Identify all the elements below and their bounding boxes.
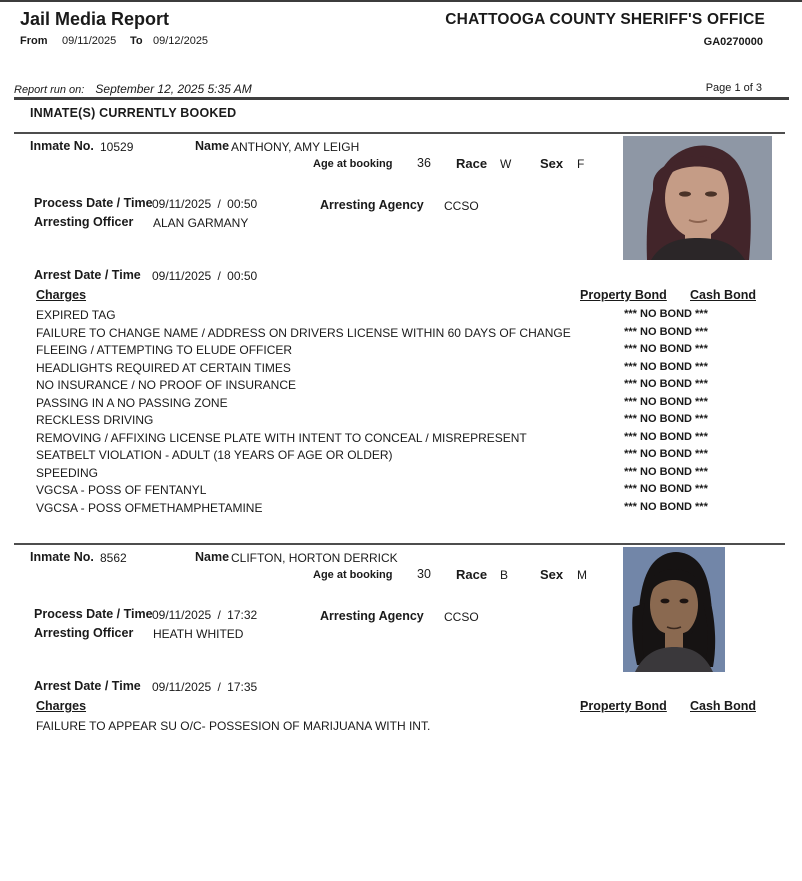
charge-bond-value: *** NO BOND *** [624,395,708,408]
charge-row [0,307,802,325]
property-bond-header: Property Bond [580,288,667,302]
name-value: ANTHONY, AMY LEIGH [231,140,360,154]
age-value: 30 [417,567,431,581]
age-value: 36 [417,156,431,170]
cash-bond-header: Cash Bond [690,288,756,302]
from-label: From [20,35,48,47]
from-date: 09/11/2025 [62,35,117,47]
charge-bond-value: *** NO BOND *** [624,465,708,478]
charge-description: EXPIRED TAG [36,308,116,322]
office-name: CHATTOOGA COUNTY SHERIFF'S OFFICE [445,11,765,28]
inmate-block [0,132,802,543]
charge-description: SEATBELT VIOLATION - ADULT (18 YEARS OF AGE OR OLDER) [36,448,393,462]
sex-value: F [577,157,585,171]
charge-description: PASSING IN A NO PASSING ZONE [36,395,228,410]
charge-bond-value: *** NO BOND *** [624,500,708,513]
charges-list [0,307,802,517]
charge-description: VGCSA - POSS OFMETHAMPHETAMINE [36,500,263,515]
sex-value: M [577,568,587,582]
charge-description: HEADLIGHTS REQUIRED AT CERTAIN TIMES [36,360,291,375]
charge-row [0,482,802,500]
charge-bond-value: *** NO BOND *** [624,308,708,320]
charge-row [0,500,802,518]
report-title: Jail Media Report [20,9,170,29]
arresting-officer-label: Arresting Officer [34,626,134,640]
process-datetime-value: 09/11/2025 / 17:32 [152,608,258,622]
report-run-on [14,82,252,96]
charge-bond-value: *** NO BOND *** [624,325,708,338]
name-label: Name [195,550,230,564]
charge-row [0,360,802,378]
charge-description: SPEEDING [36,465,99,480]
charge-bond-value: *** NO BOND *** [624,360,708,373]
charge-row [0,465,802,483]
inmate-divider [14,543,785,545]
charge-row [0,395,802,413]
arresting-agency-value: CCSO [444,199,479,213]
charge-description: RECKLESS DRIVING [36,413,154,427]
property-bond-header: Property Bond [580,699,667,713]
name-label: Name [195,139,230,153]
top-border [0,0,802,2]
arresting-agency-value: CCSO [444,610,479,624]
age-label: Age at booking [313,158,393,170]
inmate-no-label: Inmate No. [30,139,94,153]
charge-bond-value: *** NO BOND *** [624,413,708,425]
inmate-no-label: Inmate No. [30,550,94,564]
charge-row [0,718,802,736]
agency-code: GA0270000 [703,36,763,48]
cash-bond-header: Cash Bond [690,699,756,713]
inmate-no-value: 8562 [100,551,127,565]
name-value: CLIFTON, HORTON DERRICK [231,551,398,565]
charge-description: NO INSURANCE / NO PROOF OF INSURANCE [36,378,297,392]
process-datetime-value: 09/11/2025 / 00:50 [152,197,258,211]
page-number: Page 1 of 3 [705,82,762,94]
sex-label: Sex [540,567,564,582]
to-date: 09/12/2025 [153,35,209,47]
charge-bond-value: *** NO BOND *** [624,343,708,355]
charge-bond-value: *** NO BOND *** [624,430,708,443]
charge-bond-value: *** NO BOND *** [624,378,708,390]
process-datetime-label: Process Date / Time [34,196,153,210]
arresting-agency-label: Arresting Agency [320,198,424,212]
arrest-datetime-label: Arrest Date / Time [34,268,141,282]
age-label: Age at booking [313,569,393,581]
arresting-agency-label: Arresting Agency [320,609,424,623]
charge-description: VGCSA - POSS OF FENTANYL [36,483,207,497]
process-datetime-label: Process Date / Time [34,607,153,621]
mugshot-photo [623,547,725,672]
charge-row [0,325,802,343]
inmate-no-value: 10529 [100,140,134,154]
charge-row [0,377,802,395]
arresting-officer-value: HEATH WHITED [153,627,244,641]
arrest-datetime-label: Arrest Date / Time [34,679,141,693]
charge-description: FAILURE TO APPEAR SU O/C- POSSESION OF MARIJUANA WITH INT. [36,719,431,733]
sex-label: Sex [540,156,564,171]
charge-row [0,447,802,465]
charge-description: REMOVING / AFFIXING LICENSE PLATE WITH INTENT TO CONCEAL / MISREPRESENT [36,430,527,445]
race-value: W [500,157,512,171]
report-run-on-value: September 12, 2025 5:35 AM [95,82,252,96]
charge-row [0,412,802,430]
arrest-datetime-value: 09/11/2025 / 17:35 [152,680,258,694]
race-value: B [500,568,509,582]
mugshot-photo [623,136,772,260]
section-title: INMATE(S) CURRENTLY BOOKED [30,106,237,120]
charge-description: FLEEING / ATTEMPTING TO ELUDE OFFICER [36,343,293,357]
charge-description: FAILURE TO CHANGE NAME / ADDRESS ON DRIVERS LICENSE WITHIN 60 DAYS OF CHANGE [36,325,571,340]
charges-list [0,718,802,736]
race-label: Race [456,567,488,582]
charge-bond-value: *** NO BOND *** [624,483,708,495]
arresting-officer-value: ALAN GARMANY [153,216,249,230]
report-run-on-label: Report run on: [14,84,85,96]
inmate-block [0,543,802,773]
inmate-divider [14,132,785,134]
charge-row [0,342,802,360]
to-label: To [130,35,143,47]
arrest-datetime-value: 09/11/2025 / 00:50 [152,269,258,283]
charges-header: Charges [36,699,87,713]
charge-row [0,430,802,448]
charges-header: Charges [36,288,87,302]
arresting-officer-label: Arresting Officer [34,215,134,229]
header-divider [14,97,789,100]
charge-bond-value: *** NO BOND *** [624,448,708,460]
race-label: Race [456,156,488,171]
